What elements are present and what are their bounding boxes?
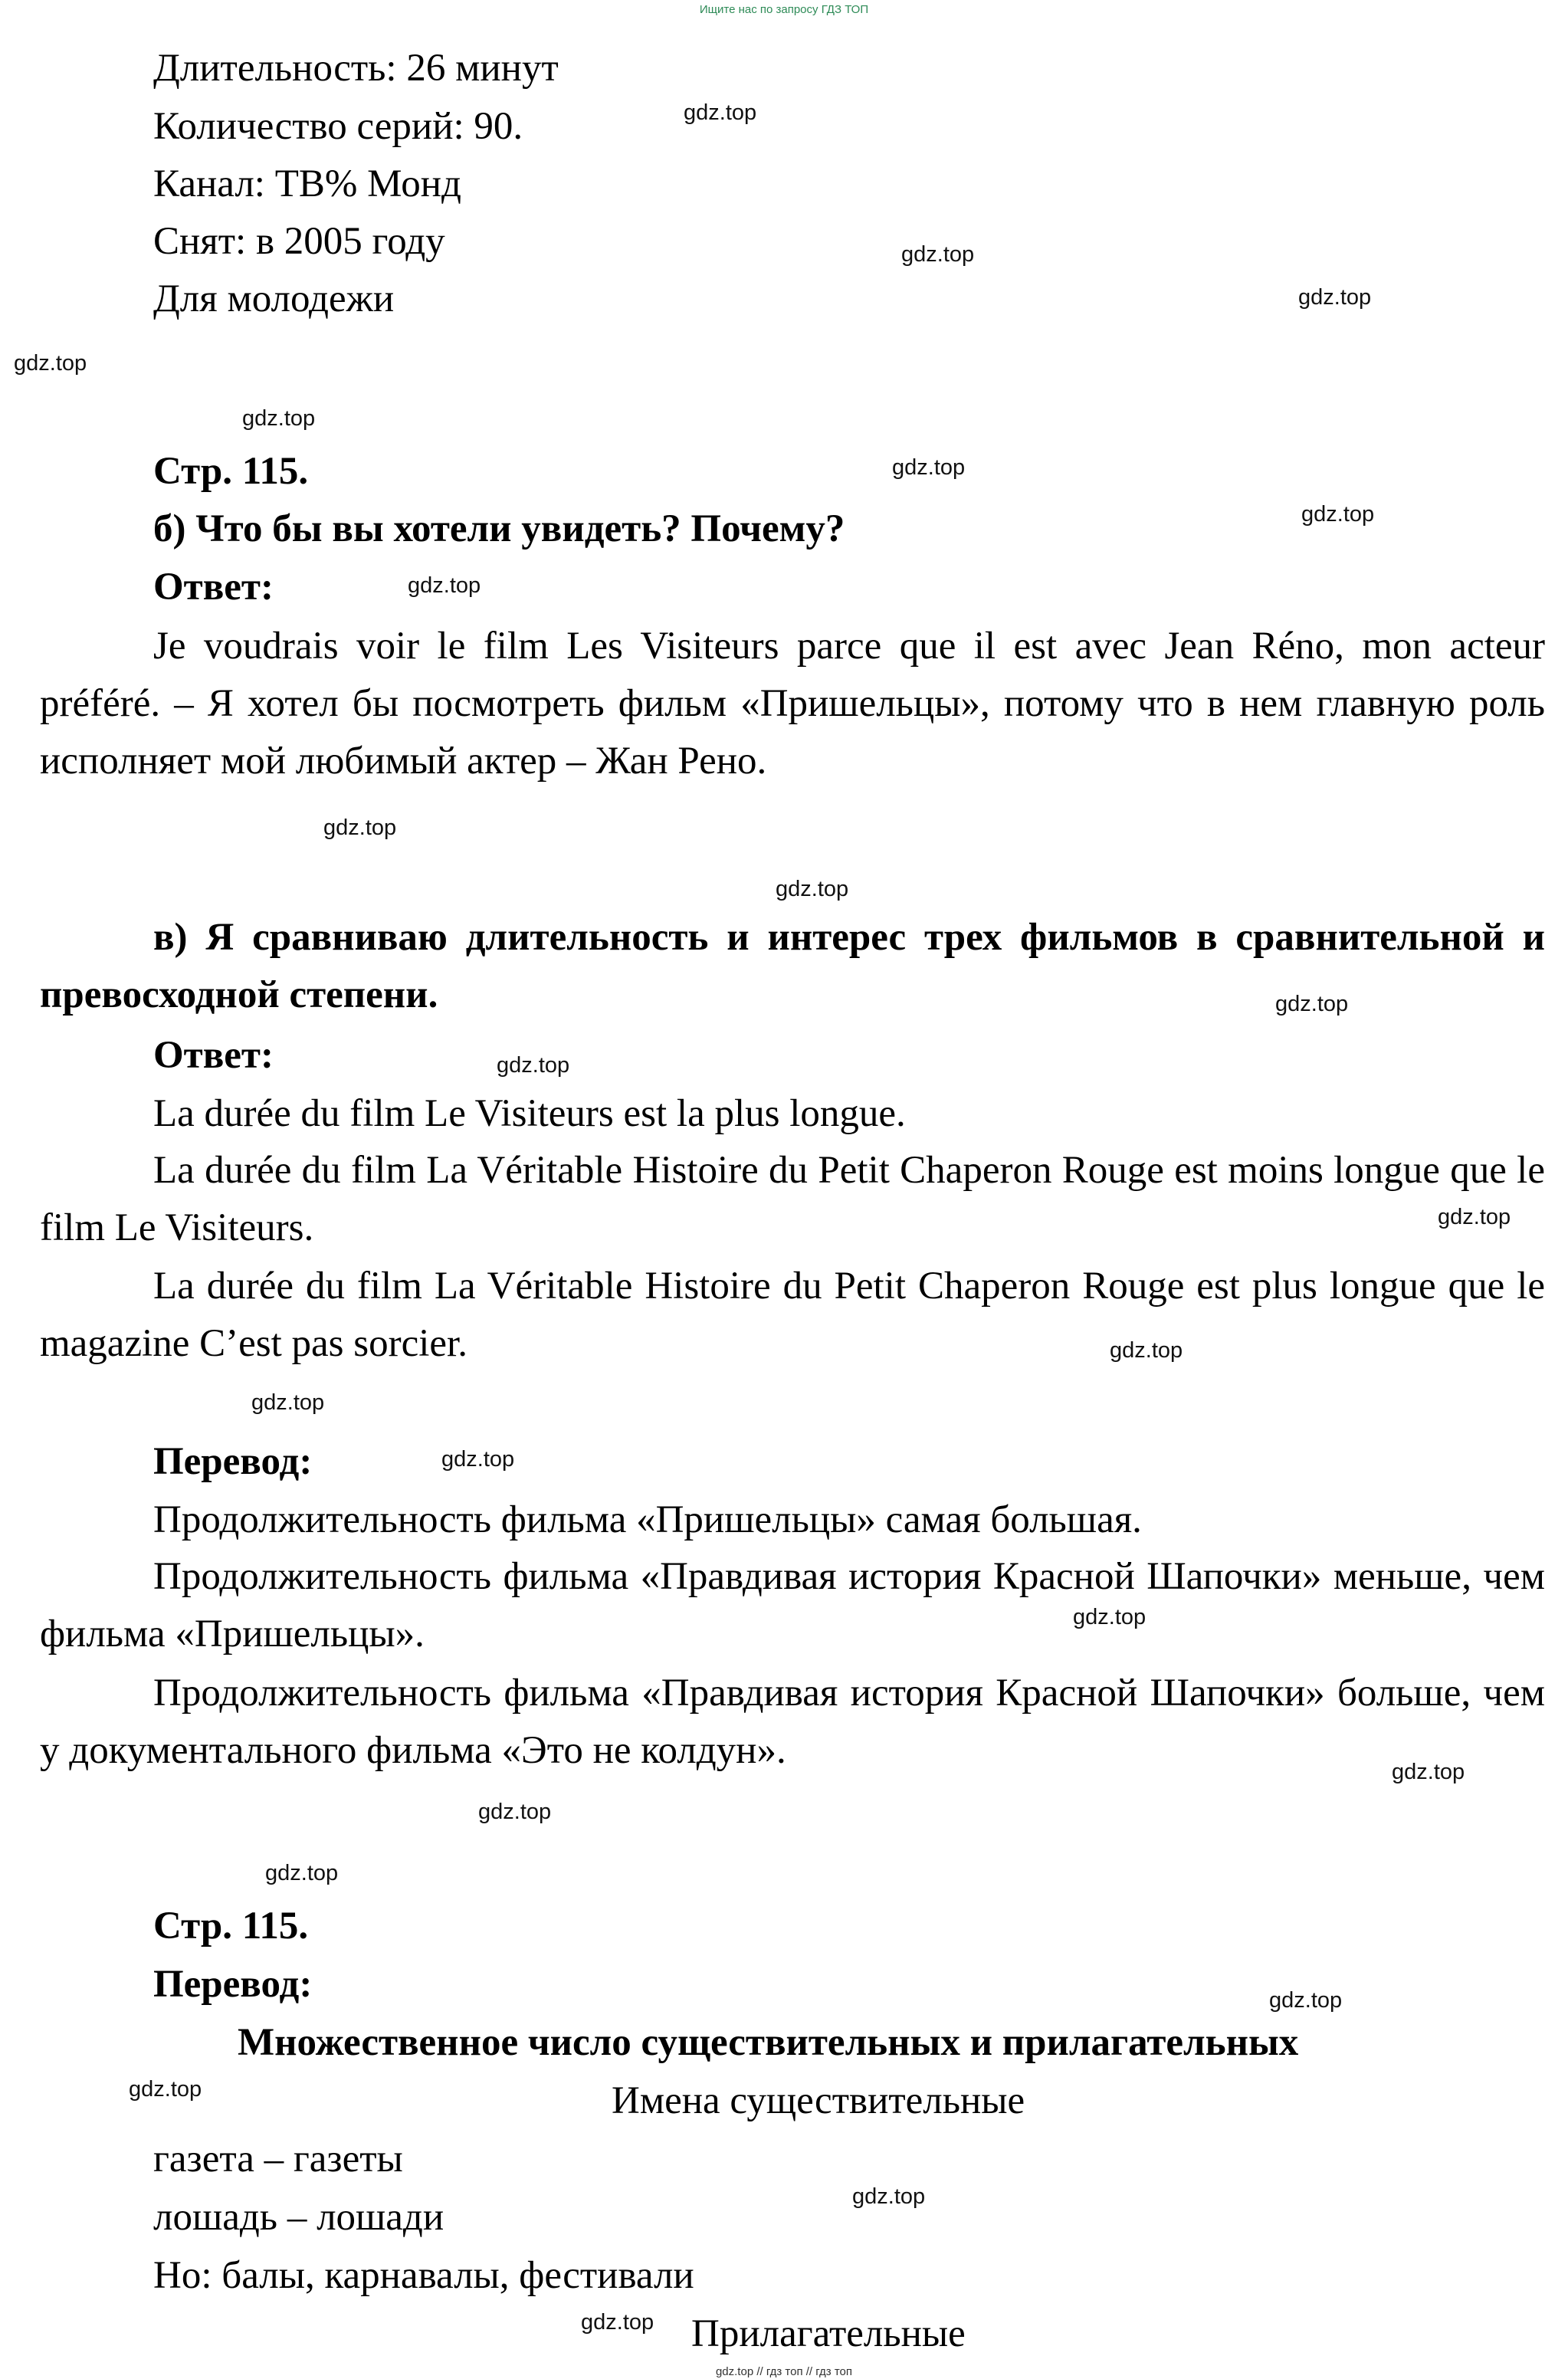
- info-audience: Для молодежи: [153, 277, 395, 320]
- question-b: б) Что бы вы хотели увидеть? Почему?: [153, 507, 845, 550]
- watermark: gdz.top: [684, 100, 757, 125]
- noun-example: Но: балы, карнавалы, фестивали: [153, 2254, 694, 2297]
- watermark: gdz.top: [408, 573, 481, 598]
- watermark: gdz.top: [1301, 502, 1375, 527]
- watermark: gdz.top: [251, 1390, 325, 1415]
- answer-line: La durée du film La Véritable Histoire du Petit Chaperon Rouge est moins longue que le film Le Visiteurs.: [40, 1149, 1545, 1249]
- grammar-heading: Множественное число существительных и прилагательных: [238, 2021, 1299, 2064]
- translation-line: Продолжительность фильма «Правдивая история Красной Шапочки» больше, чем у документального фильма «Это не колдун».: [40, 1672, 1545, 1772]
- page-heading: Стр. 115.: [153, 450, 309, 493]
- translation-line: Продолжительность фильма «Правдивая история Красной Шапочки» меньше, чем фильма «Пришельцы».: [40, 1555, 1545, 1655]
- noun-example: газета – газеты: [153, 2138, 403, 2180]
- watermark: gdz.top: [129, 2077, 202, 2102]
- info-episodes: Количество серий: 90.: [153, 105, 523, 148]
- watermark: gdz.top: [441, 1447, 515, 1472]
- nouns-title: Имена существительные: [612, 2079, 1025, 2122]
- watermark: gdz.top: [1392, 1760, 1465, 1784]
- noun-example: лошадь – лошади: [153, 2196, 444, 2239]
- answer-label: Ответ:: [153, 566, 274, 609]
- translation-label: Перевод:: [153, 1963, 313, 2006]
- watermark: gdz.top: [478, 1800, 552, 1824]
- info-duration: Длительность: 26 минут: [153, 47, 559, 90]
- search-hint: Ищите нас по запросу ГДЗ ТОП: [699, 3, 869, 16]
- footer-note: gdz.top // гдз топ // гдз топ: [715, 2365, 853, 2378]
- page-heading: Стр. 115.: [153, 1905, 309, 1947]
- watermark: gdz.top: [776, 877, 849, 901]
- question-v: в) Я сравниваю длительность и интерес трех фильмов в сравнительной и превосходной степени.: [40, 916, 1545, 1016]
- watermark: gdz.top: [242, 406, 316, 431]
- answer-paragraph: Je voudrais voir le film Les Visiteurs parce que il est avec Jean Réno, mon acteur préféré. – Я хотел бы посмотреть фильм «Пришельцы», потому что в нем главную роль исполняет мой любимый актер – Жан Рено.: [40, 625, 1545, 783]
- watermark: gdz.top: [265, 1861, 339, 1885]
- watermark: gdz.top: [14, 351, 87, 376]
- watermark: gdz.top: [852, 2184, 926, 2209]
- watermark: gdz.top: [497, 1053, 570, 1078]
- watermark: gdz.top: [1275, 992, 1349, 1016]
- info-channel: Канал: ТВ% Монд: [153, 162, 461, 205]
- watermark: gdz.top: [1110, 1338, 1183, 1363]
- adjectives-title: Прилагательные: [691, 2312, 966, 2355]
- watermark: gdz.top: [1298, 285, 1372, 310]
- info-year: Снят: в 2005 году: [153, 220, 445, 263]
- watermark: gdz.top: [1438, 1205, 1511, 1229]
- translation-label: Перевод:: [153, 1440, 313, 1483]
- translation-line: Продолжительность фильма «Пришельцы» самая большая.: [153, 1498, 1142, 1541]
- watermark: gdz.top: [892, 455, 966, 480]
- answer-line: La durée du film Le Visiteurs est la plus longue.: [153, 1092, 906, 1135]
- answer-label: Ответ:: [153, 1034, 274, 1077]
- watermark: gdz.top: [1269, 1988, 1343, 2013]
- answer-line: La durée du film La Véritable Histoire du Petit Chaperon Rouge est plus longue que le magazine C’est pas sorcier.: [40, 1265, 1545, 1365]
- watermark: gdz.top: [323, 815, 397, 840]
- watermark: gdz.top: [581, 2310, 654, 2335]
- watermark: gdz.top: [1073, 1605, 1146, 1629]
- watermark: gdz.top: [901, 242, 975, 267]
